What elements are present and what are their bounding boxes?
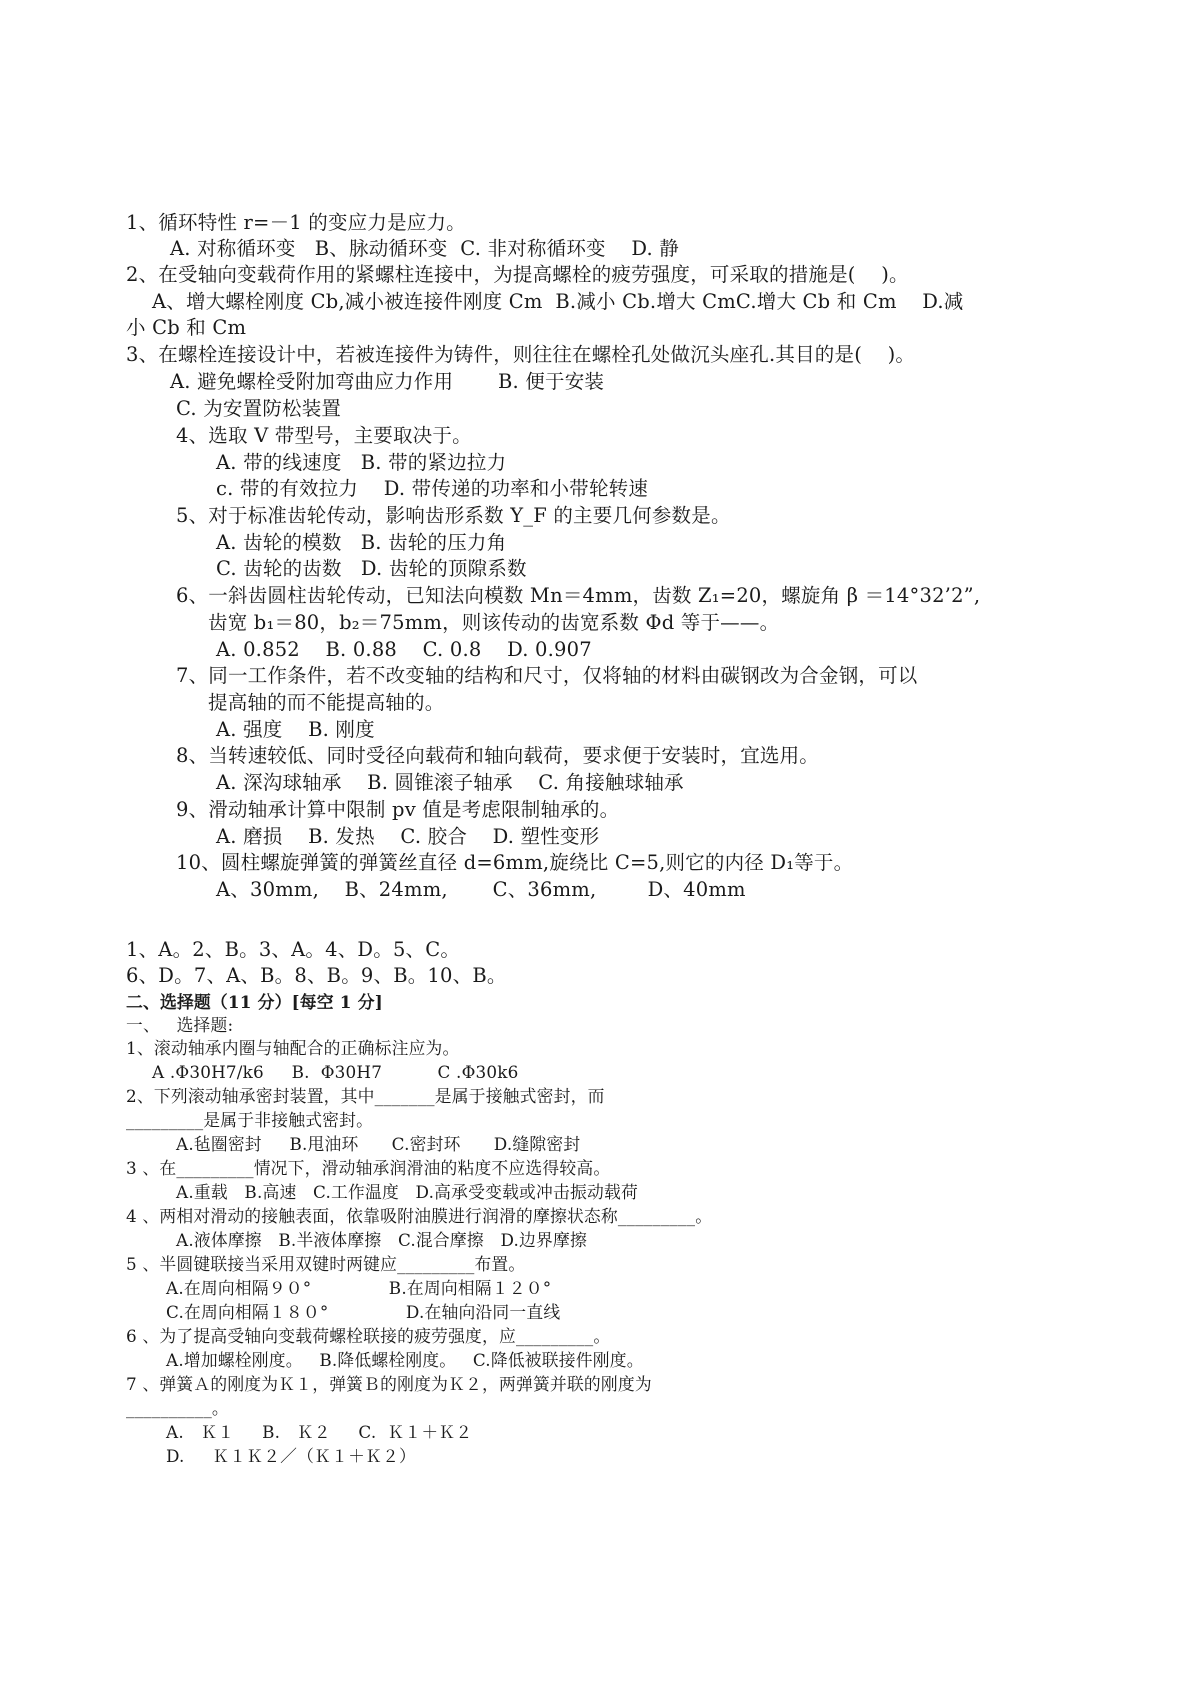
question-4-options-ab: A. 带的线速度 B. 带的紧边拉力 [216, 451, 507, 474]
mc-question-6-options: A.增加螺栓刚度。 B.降低螺栓刚度。 C.降低被联接件刚度。 [166, 1350, 644, 1370]
answer-line-2: 6、D。7、A、B。8、B。9、B。10、B。 [126, 964, 507, 987]
mc-question-7-option-d: D. Ｋ１Ｋ２／（Ｋ１＋Ｋ２） [166, 1446, 417, 1466]
question-7: 7、同一工作条件，若不改变轴的结构和尺寸，仅将轴的材料由碳钢改为合金钢，可以 [176, 664, 918, 687]
mc-question-7-cont: __________。 [126, 1398, 229, 1418]
question-3-options: A. 避免螺栓受附加弯曲应力作用 B. 便于安装 [170, 370, 605, 393]
question-6: 6、一斜齿圆柱齿轮传动，已知法向模数 Mn＝4mm，齿数 Z₁=20，螺旋角 β ＝14°32’2”, [176, 584, 981, 607]
question-2: 2、在受轴向变载荷作用的紧螺柱连接中，为提高螺栓的疲劳强度，可采取的措施是( )。 [126, 263, 909, 286]
question-5-options-ab: A. 齿轮的模数 B. 齿轮的压力角 [216, 531, 507, 554]
question-2-options-cont: 小 Cb 和 Cm [126, 316, 247, 339]
question-5-options-cd: C. 齿轮的齿数 D. 齿轮的顶隙系数 [216, 557, 527, 580]
question-7-options: A. 强度 B. 刚度 [216, 718, 375, 741]
question-3-option-c: C. 为安置防松装置 [176, 397, 342, 420]
mc-question-7: 7 、弹簧Ａ的刚度为Ｋ１，弹簧Ｂ的刚度为Ｋ２，两弹簧并联的刚度为 [126, 1374, 652, 1394]
mc-question-2-cont: _________是属于非接触式密封。 [126, 1110, 374, 1130]
mc-question-3: 3 、在_________情况下，滑动轴承润滑油的粘度不应选得较高。 [126, 1158, 611, 1178]
mc-question-3-options: A.重载 B.高速 C.工作温度 D.高承受变载或冲击振动载荷 [176, 1182, 638, 1202]
answer-line-1: 1、A。2、B。3、A。4、D。5、C。 [126, 938, 461, 961]
section-2-heading: 二、选择题（11 分）[每空 1 分] [126, 992, 383, 1012]
mc-question-7-options-abc: A. Ｋ１ B. Ｋ２ C. Ｋ１＋Ｋ２ [166, 1422, 473, 1442]
question-7-cont: 提高轴的而不能提高轴的。 [208, 691, 445, 714]
question-5: 5、对于标准齿轮传动，影响齿形系数 Y_F 的主要几何参数是。 [176, 504, 731, 527]
question-8-options: A. 深沟球轴承 B. 圆锥滚子轴承 C. 角接触球轴承 [216, 771, 684, 794]
mc-question-6: 6 、为了提高受轴向变载荷螺栓联接的疲劳强度，应_________。 [126, 1326, 611, 1346]
mc-question-4: 4 、两相对滑动的接触表面，依靠吸附油膜进行润滑的摩擦状态称_________。 [126, 1206, 713, 1226]
mc-question-5-options-cd: C.在周向相隔１８０° D.在轴向沿同一直线 [166, 1302, 561, 1322]
question-6-cont: 齿宽 b₁＝80，b₂＝75mm，则该传动的齿宽系数 Φd 等于——。 [208, 611, 780, 634]
question-6-options: A. 0.852 B. 0.88 C. 0.8 D. 0.907 [216, 638, 592, 661]
question-3: 3、在螺栓连接设计中，若被连接件为铸件，则往往在螺栓孔处做沉头座孔.其目的是( )。 [126, 343, 916, 366]
mc-question-5: 5 、半圆键联接当采用双键时两键应_________布置。 [126, 1254, 526, 1274]
mc-question-2: 2、下列滚动轴承密封装置，其中_______是属于接触式密封，而 [126, 1086, 605, 1106]
mc-question-2-options: A.毡圈密封 B.甩油环 C.密封环 D.缝隙密封 [176, 1134, 581, 1154]
question-4: 4、选取 V 带型号，主要取决于。 [176, 424, 472, 447]
question-9-options: A. 磨损 B. 发热 C. 胶合 D. 塑性变形 [216, 825, 600, 848]
question-8: 8、当转速较低、同时受径向载荷和轴向载荷，要求便于安装时，宜选用。 [176, 744, 820, 767]
question-10-options: A、30mm, B、24mm, C、36mm, D、40mm [216, 878, 746, 901]
question-4-options-cd: c. 带的有效拉力 D. 带传递的功率和小带轮转速 [216, 477, 649, 500]
question-1: 1、循环特性 r=－1 的变应力是应力。 [126, 211, 466, 234]
mc-question-1-options: A .Φ30H7/k6 B. Φ30H7 C .Φ30k6 [152, 1062, 519, 1082]
question-1-options: A. 对称循环变 B、脉动循环变 C. 非对称循环变 D. 静 [170, 237, 679, 260]
subsection-heading: 一、 选择题: [126, 1015, 234, 1035]
question-2-options: A、增大螺栓刚度 Cb,减小被连接件刚度 Cm B.减小 Cb.增大 CmC.增大 Cb 和 Cm D.减 [152, 290, 964, 313]
mc-question-4-options: A.液体摩擦 B.半液体摩擦 C.混合摩擦 D.边界摩擦 [176, 1230, 587, 1250]
question-10: 10、圆柱螺旋弹簧的弹簧丝直径 d=6mm,旋绕比 C=5,则它的内径 D₁等于。 [176, 851, 854, 874]
mc-question-1: 1、滚动轴承内圈与轴配合的正确标注应为。 [126, 1038, 460, 1058]
mc-question-5-options-ab: A.在周向相隔９０° B.在周向相隔１２０° [166, 1278, 552, 1298]
question-9: 9、滑动轴承计算中限制 pv 值是考虑限制轴承的。 [176, 798, 620, 821]
